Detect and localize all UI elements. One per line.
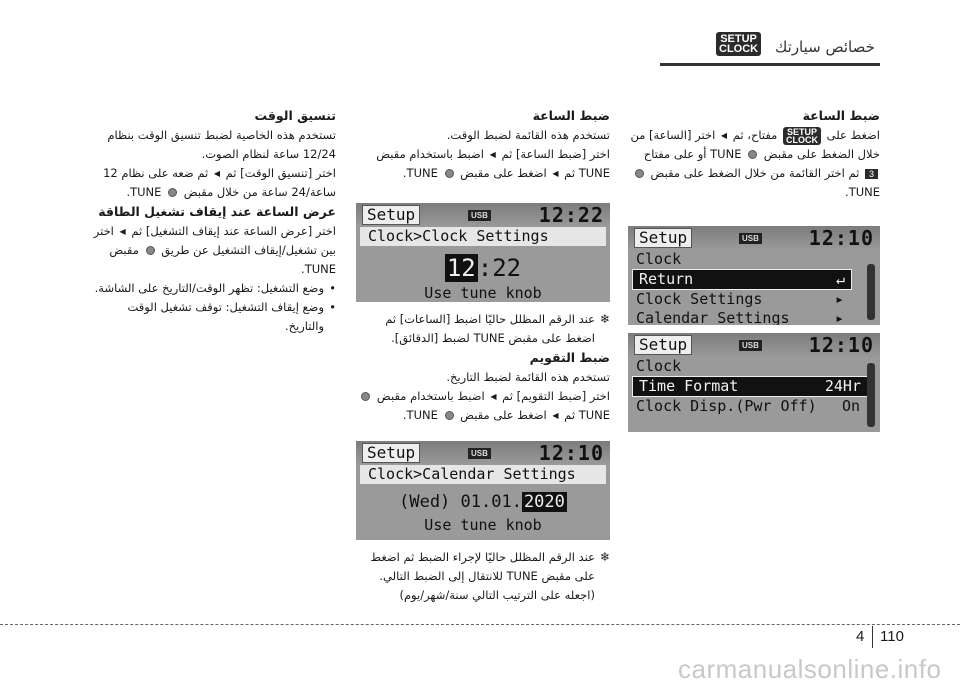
screen-title: Setup — [634, 228, 692, 248]
clock-setting-heading: ضبط الساعة — [802, 108, 880, 123]
screen-time: 12:10 — [538, 441, 604, 465]
return-icon: ↵ — [835, 270, 845, 288]
middle-paragraph-1: تستخدم هذه القائمة لضبط الوقت. — [446, 128, 610, 142]
middle-column — [356, 106, 610, 183]
menu-item-return[interactable]: Return ↵ — [632, 269, 852, 290]
triangle-left-icon: ◀ — [552, 169, 559, 178]
left-paragraph-3: اختر [تنسيق الوقت] ثم ◀ ثم ضعه على نظام 12 — [80, 164, 336, 183]
clock-setting-heading: ضبط الساعة — [532, 108, 610, 123]
setup-clock-badge: SETUP CLOCK — [716, 32, 761, 56]
breadcrumb: Clock>Calendar Settings — [360, 465, 606, 484]
chapter-number: 4 — [856, 628, 865, 645]
menu-item-time-format[interactable]: Time Format 24Hr — [632, 376, 868, 397]
minute-value[interactable]: :22 — [477, 254, 522, 282]
date-value[interactable]: (Wed) 01.01. — [399, 492, 522, 512]
arrow-right-icon: ▸ — [834, 309, 844, 325]
left-paragraph-6: بين تشغيل/إيقاف التشغيل عن طريق مقبض — [109, 243, 336, 257]
usb-icon: USB — [468, 210, 491, 221]
middle-paragraph-3: تستخدم هذه القائمة لضبط التاريخ. — [446, 370, 610, 384]
number-3-badge: 3 — [865, 169, 878, 179]
left-paragraph-7: TUNE. — [301, 262, 336, 276]
hint-text: Use tune knob — [424, 284, 542, 302]
tune-knob-icon — [146, 246, 155, 255]
left-paragraph-1: تستخدم هذه الخاصية لضبط تنسيق الوقت بنظام — [107, 128, 336, 142]
triangle-left-icon: ◀ — [720, 131, 728, 140]
time-format-heading: تنسيق الوقت — [254, 108, 336, 123]
middle-paragraph-4: اختر [ضبط التقويم] ثم ◀ اضبط باستخدام مقبض TUNE ثم ◀ اضغط على مقبض TUNE. — [356, 387, 610, 425]
time-format-screen — [628, 333, 880, 432]
screen-top-bar — [356, 441, 610, 465]
note-icon: ❄ — [599, 550, 610, 564]
triangle-left-icon: ◀ — [490, 392, 497, 401]
note-2: ❄ عند الرقم المظلل حاليًا لإجراء الضبط ثم اضغط على مقبض TUNE للانتقال إلى الضبط التالي. (اجعله على الترتيب التالي سنة/شهر/يوم) — [356, 548, 610, 605]
middle-column-2 — [356, 310, 610, 425]
middle-column-3 — [356, 548, 610, 605]
page-number: 110 — [880, 628, 904, 645]
right-paragraph: اضغط على SETUP CLOCK مفتاح، ثم ◀ اختر [الساعة] من خلال الضغط على مقبض TUNE أو على مفتاح 3 ثم اختر القائمة من خلال الضغط على مقبض TUNE. — [630, 126, 880, 199]
left-paragraph-5: اختر [عرض الساعة عند إيقاف التشغيل] ثم ◀ اختر — [80, 222, 336, 241]
page-divider — [872, 626, 873, 648]
clock-menu-screen — [628, 226, 880, 325]
tune-knob-icon — [445, 169, 454, 178]
left-paragraph-2: 12/24 ساعة لنظام الصوت. — [201, 147, 336, 161]
calendar-settings-screen — [356, 441, 610, 540]
usb-icon: USB — [739, 340, 762, 351]
left-paragraph-4: ساعة/24 ساعة من خلال مقبض TUNE. — [126, 185, 336, 199]
usb-icon: USB — [468, 448, 491, 459]
bullet-on-mode: • وضع التشغيل: تظهر الوقت/التاريخ على الشاشة. — [80, 279, 336, 298]
tune-knob-icon — [748, 150, 757, 159]
tune-knob-icon — [635, 169, 644, 178]
clock-settings-screen — [356, 203, 610, 302]
middle-paragraph-2: اختر [ضبط الساعة] ثم ◀ اضبط باستخدام مقبض TUNE ثم ◀ اضغط على مقبض TUNE. — [356, 145, 610, 183]
menu-item-clock-settings[interactable]: Clock Settings ▸ — [636, 290, 844, 308]
menu-item-clock[interactable]: Clock — [636, 357, 682, 375]
tune-knob-icon — [168, 188, 177, 197]
watermark: carmanualsonline.info — [678, 654, 942, 684]
bullet-off-mode-cont: والتاريخ. — [284, 319, 324, 333]
hint-text: Use tune knob — [424, 516, 542, 534]
screen-top-bar — [628, 333, 880, 357]
section-title: خصائص سيارتك — [775, 38, 875, 56]
date-editor[interactable] — [356, 492, 610, 512]
triangle-left-icon: ◀ — [489, 150, 496, 159]
menu-item-clock[interactable]: Clock — [636, 250, 682, 268]
note-1: ❄ عند الرقم المظلل حاليًا اضبط [الساعات] ثم اضغط على مقبض TUNE لضبط [الدقائق]. — [356, 310, 610, 348]
left-column — [80, 106, 336, 336]
screen-time: 12:10 — [808, 226, 874, 250]
breadcrumb: Clock>Clock Settings — [360, 227, 606, 246]
screen-title: Setup — [362, 443, 420, 463]
header-rule — [660, 63, 880, 66]
scrollbar[interactable] — [867, 264, 875, 320]
screen-time: 12:22 — [538, 203, 604, 227]
screen-top-bar — [628, 226, 880, 250]
usb-icon: USB — [739, 233, 762, 244]
triangle-left-icon: ◀ — [552, 411, 559, 420]
calendar-setting-heading: ضبط التقويم — [529, 350, 610, 365]
tune-knob-icon — [361, 392, 370, 401]
clock-display-heading: عرض الساعة عند إيقاف تشغيل الطاقة — [98, 204, 336, 219]
hour-value[interactable]: 12 — [446, 254, 476, 282]
arrow-right-icon: ▸ — [834, 290, 844, 308]
note-icon: ❄ — [599, 312, 610, 326]
menu-item-calendar-settings[interactable]: Calendar Settings ▸ — [628, 309, 880, 325]
bullet-off-mode: • وضع إيقاف التشغيل: توقف تشغيل الوقت — [80, 298, 336, 317]
footer-rule — [0, 624, 960, 625]
year-value[interactable]: 2020 — [523, 492, 565, 512]
screen-time: 12:10 — [808, 333, 874, 357]
scrollbar[interactable] — [867, 363, 875, 427]
screen-title: Setup — [634, 335, 692, 355]
triangle-left-icon: ◀ — [119, 227, 126, 236]
menu-item-clock-display[interactable]: Clock Disp.(Pwr Off) On — [636, 397, 860, 415]
screen-title: Setup — [362, 205, 420, 225]
screen-top-bar — [356, 203, 610, 227]
time-editor[interactable] — [356, 254, 610, 282]
right-column — [628, 106, 880, 202]
tune-knob-icon — [445, 411, 454, 420]
triangle-left-icon: ◀ — [213, 169, 220, 178]
setup-clock-inline-badge: SETUP CLOCK — [783, 127, 821, 145]
